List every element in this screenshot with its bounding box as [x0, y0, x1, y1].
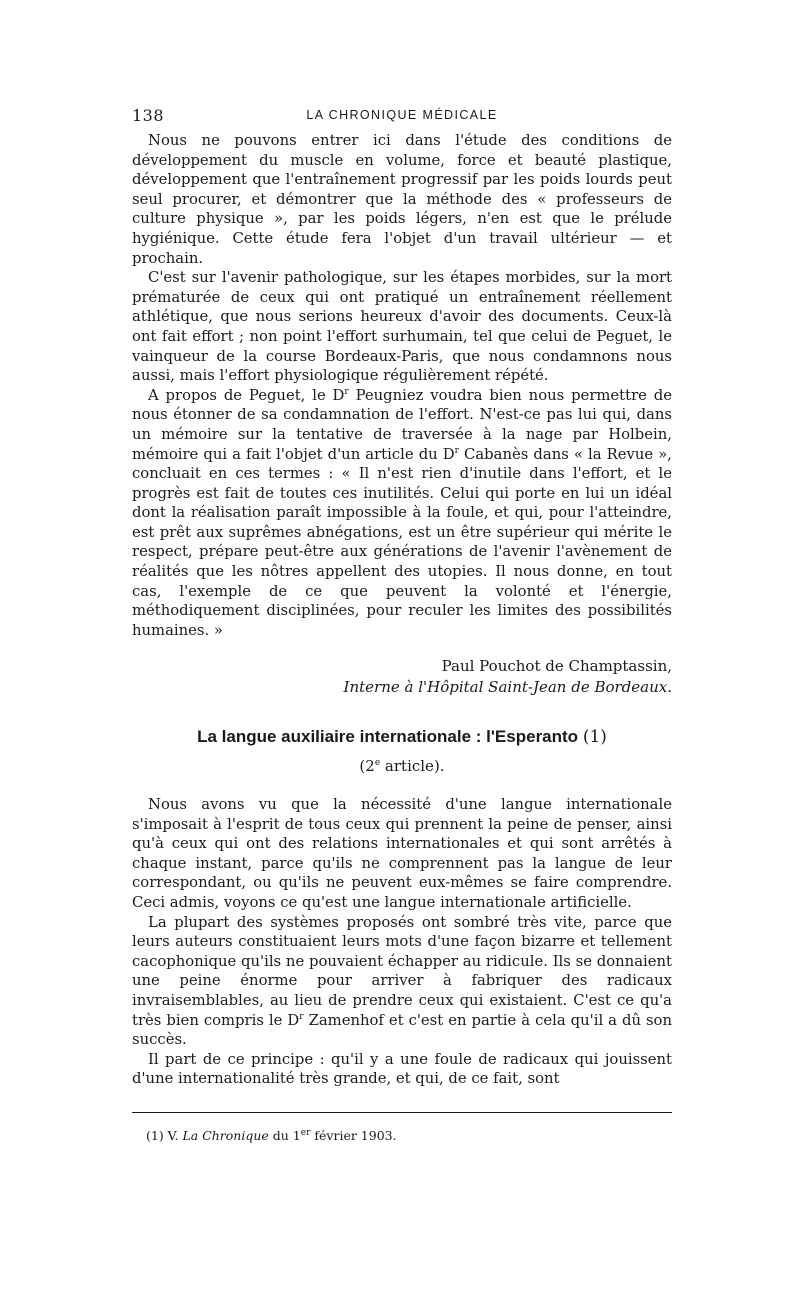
text-run: Zamenhof et c'est en partie à cela qu'il a dû son succès. — [132, 1011, 672, 1049]
paragraph: C'est sur l'avenir pathologique, sur les étapes morbides, sur la mort prématurée de ceux qui ont pratiqué un entraînement réellement athlétique, que nous serions heureux d'avoir des documents. Ceux-là ont fait effort ; non point l'effort surhumain, tel que celui de Peguet, le vainqueur de la course Bordeaux-Paris, que nous condamnons nous aussi, mais l'effort physiologique régulièrement répété. — [132, 269, 672, 385]
text-run: La plupart des systèmes proposés ont sombré très vite, parce que leurs auteurs constituaient leurs mots d'une façon bizarre et tellement cacophonique qu'ils ne pouvaient échapper au ridicule. Ils se donnaient une peine énorme pour arriver à fabriquer des radicaux invraisemblables, au lieu de prendre ceux qui existaient. C'est ce qu'a très bien compris le D — [132, 913, 672, 1029]
text-run: (2 — [359, 757, 375, 775]
journal-title: LA CHRONIQUE MÉDICALE — [306, 108, 498, 122]
superscript: er — [300, 1127, 311, 1138]
page-number: 138 — [132, 106, 165, 125]
footnote — [146, 1128, 397, 1143]
heading-text: La langue auxiliaire internationale : l'Esperanto — [197, 727, 579, 746]
author-affiliation: Interne à l'Hôpital Saint-Jean de Bordeaux. — [343, 678, 672, 696]
author-name: Paul Pouchot de Champtassin, — [441, 657, 672, 675]
text-run: A propos de Peguet, le D — [148, 386, 345, 404]
running-head — [132, 106, 672, 128]
superscript: r — [299, 1011, 304, 1022]
footnote-divider — [132, 1112, 672, 1113]
paragraph: Nous ne pouvons entrer ici dans l'étude des conditions de développement du muscle en volume, force et beauté plastique, développement que l'entraînement progressif par les poids lourds peut seul procurer, et démontrer que la méthode des « professeurs de culture physique », par les poids légers, n'en est que le prélude hygiénique. Cette étude fera l'objet d'un travail ultérieur — et prochain. — [132, 132, 672, 267]
superscript: r — [454, 445, 459, 456]
paragraph — [132, 386, 672, 641]
article-body-esperanto — [132, 795, 672, 1089]
text-run: du 1 — [268, 1128, 301, 1143]
paragraph: Il part de ce principe : qu'il y a une foule de radicaux qui jouissent d'une internationalité très grande, et qui, de ce fait, sont — [132, 1050, 672, 1088]
article-body-physical-culture — [132, 131, 672, 640]
journal-name: La Chronique — [182, 1128, 269, 1143]
section-heading — [132, 727, 672, 747]
author-signature — [132, 656, 672, 698]
superscript: e — [374, 758, 381, 768]
text-run: (1) V. — [146, 1128, 183, 1143]
text-run: février 1903. — [310, 1128, 397, 1143]
superscript: r — [344, 386, 349, 397]
paragraph: Nous avons vu que la nécessité d'une langue internationale s'imposait à l'esprit de tous ceux qui prennent la peine de penser, ainsi qu'à ceux qui ont des relations internationales et qui sont arrêtés à chaque instant, parce qu'ils ne comprennent pas la langue de leur correspondant, ou qu'ils ne peuvent eux-mêmes se faire comprendre. Ceci admis, voyons ce qu'est une langue internationale artificielle. — [132, 796, 672, 911]
text-run: article). — [380, 757, 445, 775]
footnote-reference: (1) — [582, 727, 607, 747]
text-run: Cabanès dans « la Revue », concluait en ces termes : « Il n'est rien d'inutile dans l'effort, et le progrès est fait de toutes ces inutilités. Celui qui porte en lui un idéal dont la réalisation paraît impossible à la foule, et qui, pour l'atteindre, est prêt aux suprêmes abnégations, est un être supérieur qui mérite le respect, prépare peut-être aux générations de l'avenir l'avènement de réalités que les nôtres appellent des utopies. Il nous donne, en tout cas, l'exemple de ce que peuvent la volonté et l'énergie, méthodiquement disciplinées, pour reculer les limites des possibilités humaines. » — [132, 445, 672, 639]
text-run: Peugniez voudra bien nous permettre de nous étonner de sa condamnation de l'effort. N'est-ce pas lui qui, dans un mémoire sur la tentative de traversée à la nage par Holbein, mémoire qui a fait l'objet d'un article du D — [132, 386, 672, 463]
paragraph — [132, 913, 672, 1050]
section-subheading — [132, 757, 672, 775]
